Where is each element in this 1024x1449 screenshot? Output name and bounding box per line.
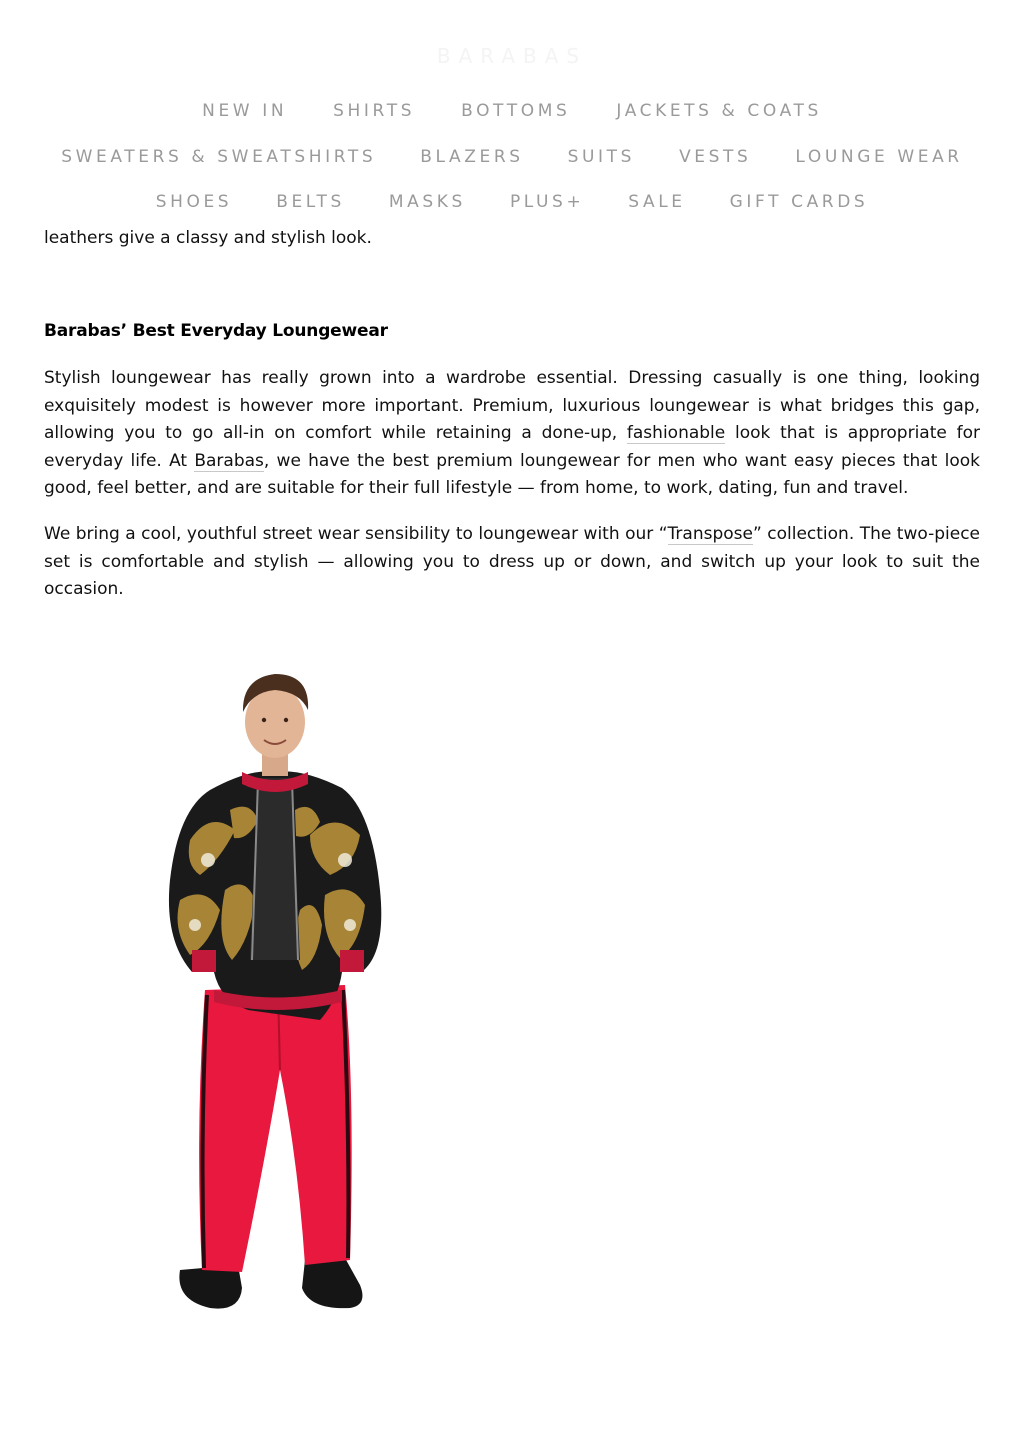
main-nav-row-3 (0, 192, 1024, 212)
site-header (0, 0, 1024, 226)
nav-item-sweaters-sweatshirts[interactable]: SWEATERS & SWEATSHIRTS (61, 147, 377, 167)
paragraph-text: Stylish loungewear has really grown into a wardrobe essential. Dressing casually is one thing, looking exquisitely modest is however more important. Premium, luxurious loungewear is what bridges this gap, allowing you to go all-in on comfort while retaining a done-up, (44, 368, 980, 443)
section-heading: Barabas’ Best Everyday Loungewear (44, 321, 388, 341)
paragraph-text: , we have the best premium loungewear for men who want easy pieces that look good, feel better, and are suitable for their full lifestyle — from home, to work, dating, fun and travel. (44, 450, 980, 498)
nav-item-shirts[interactable]: SHIRTS (333, 101, 416, 121)
nav-item-gift-cards[interactable]: GIFT CARDS (729, 192, 869, 212)
nav-item-plus[interactable]: PLUS+ (509, 192, 585, 212)
product-image-model-loungewear (150, 660, 400, 1320)
nav-item-blazers[interactable]: BLAZERS (420, 147, 524, 167)
link-transpose[interactable]: Transpose (667, 524, 753, 544)
main-nav-row-1 (0, 101, 1024, 121)
paragraph-text: We bring a cool, youthful street wear sensibility to loungewear with our “ (44, 524, 668, 544)
paragraph-text: look that is appropriate for everyday life. At (44, 423, 980, 471)
site-logo[interactable]: BARABAS (436, 44, 588, 68)
nav-item-lounge-wear[interactable]: LOUNGE WEAR (795, 147, 963, 167)
link-fashionable[interactable]: fashionable (626, 423, 726, 443)
nav-item-vests[interactable]: VESTS (679, 147, 752, 167)
main-nav-row-2 (0, 147, 1024, 167)
nav-item-suits[interactable]: SUITS (567, 147, 636, 167)
article-clipped-line: leathers give a classy and stylish look. (44, 228, 372, 248)
nav-item-bottoms[interactable]: BOTTOMS (461, 101, 571, 121)
paragraph-text: ” collection. The two-piece set is comfortable and stylish — allowing you to dress up or down, and switch up your look to suit the occasion. (44, 524, 980, 599)
nav-item-new-in[interactable]: NEW IN (202, 101, 288, 121)
nav-item-belts[interactable]: BELTS (276, 192, 345, 212)
nav-item-shoes[interactable]: SHOES (155, 192, 233, 212)
link-barabas[interactable]: Barabas (194, 450, 264, 471)
paragraph-loungewear-intro (44, 365, 980, 503)
nav-item-sale[interactable]: SALE (628, 192, 686, 212)
paragraph-transpose-collection (44, 521, 980, 604)
nav-item-jackets-coats[interactable]: JACKETS & COATS (616, 101, 822, 121)
nav-item-masks[interactable]: MASKS (388, 192, 466, 212)
